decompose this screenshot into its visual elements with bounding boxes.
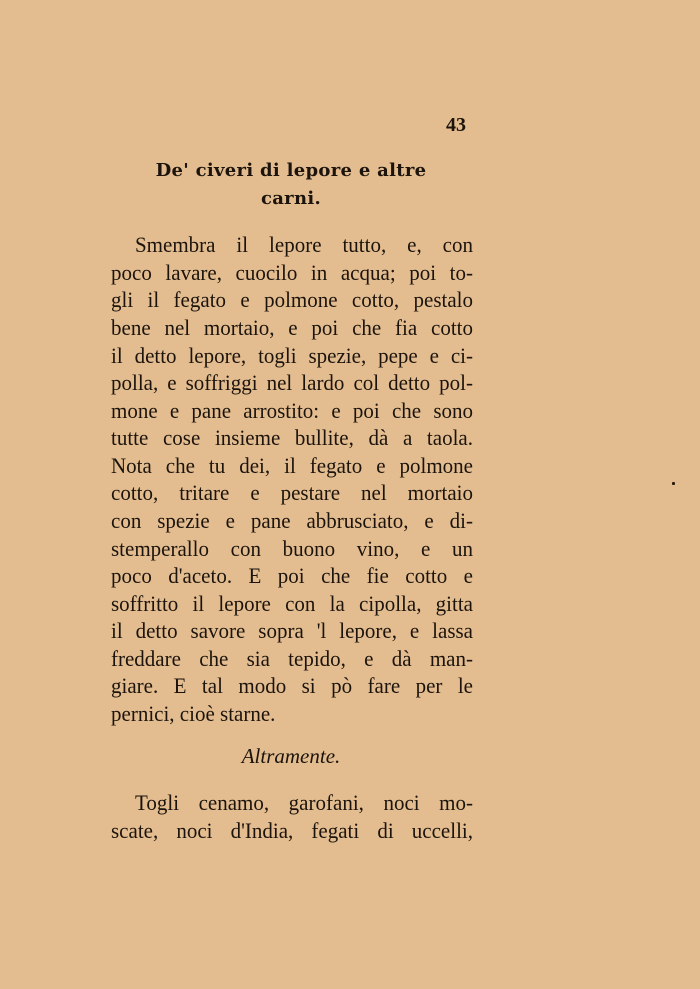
text-line: giare. E tal modo si pò fare per le bbox=[111, 673, 473, 699]
section-title-line-1: De' civeri di lepore e altre bbox=[155, 160, 427, 181]
text-line: bene nel mortaio, e poi che fia cotto bbox=[111, 315, 473, 341]
subsection-title: Altramente. bbox=[241, 744, 341, 768]
text-line: stemperallo con buono vino, e un bbox=[111, 536, 473, 562]
page-number: 43 bbox=[446, 114, 466, 136]
text-line: scate, noci d'India, fegati di uccelli, bbox=[111, 818, 473, 844]
ink-speck bbox=[672, 482, 675, 485]
text-line: pernici, cioè starne. bbox=[111, 701, 276, 727]
text-line: poco d'aceto. E poi che fie cotto e bbox=[111, 563, 473, 589]
section-title-line-2: carni. bbox=[260, 188, 322, 209]
text-line: soffritto il lepore con la cipolla, gitta bbox=[111, 591, 473, 617]
text-line: il detto savore sopra 'l lepore, e lassa bbox=[111, 618, 473, 644]
text-line: cotto, tritare e pestare nel mortaio bbox=[111, 480, 473, 506]
text-line: il detto lepore, togli spezie, pepe e ci- bbox=[111, 343, 473, 369]
text-line: Smembra il lepore tutto, e, con bbox=[135, 232, 473, 258]
text-line: con spezie e pane abbrusciato, e di- bbox=[111, 508, 473, 534]
text-line: gli il fegato e polmone cotto, pestalo bbox=[111, 287, 473, 313]
text-line: tutte cose insieme bullite, dà a taola. bbox=[111, 425, 473, 451]
text-line: Togli cenamo, garofani, noci mo- bbox=[135, 790, 473, 816]
text-line: mone e pane arrostito: e poi che sono bbox=[111, 398, 473, 424]
text-line: polla, e soffriggi nel lardo col detto pol- bbox=[111, 370, 473, 396]
text-line: poco lavare, cuocilo in acqua; poi to- bbox=[111, 260, 473, 286]
text-line: Nota che tu dei, il fegato e polmone bbox=[111, 453, 473, 479]
text-line: freddare che sia tepido, e dà man- bbox=[111, 646, 473, 672]
